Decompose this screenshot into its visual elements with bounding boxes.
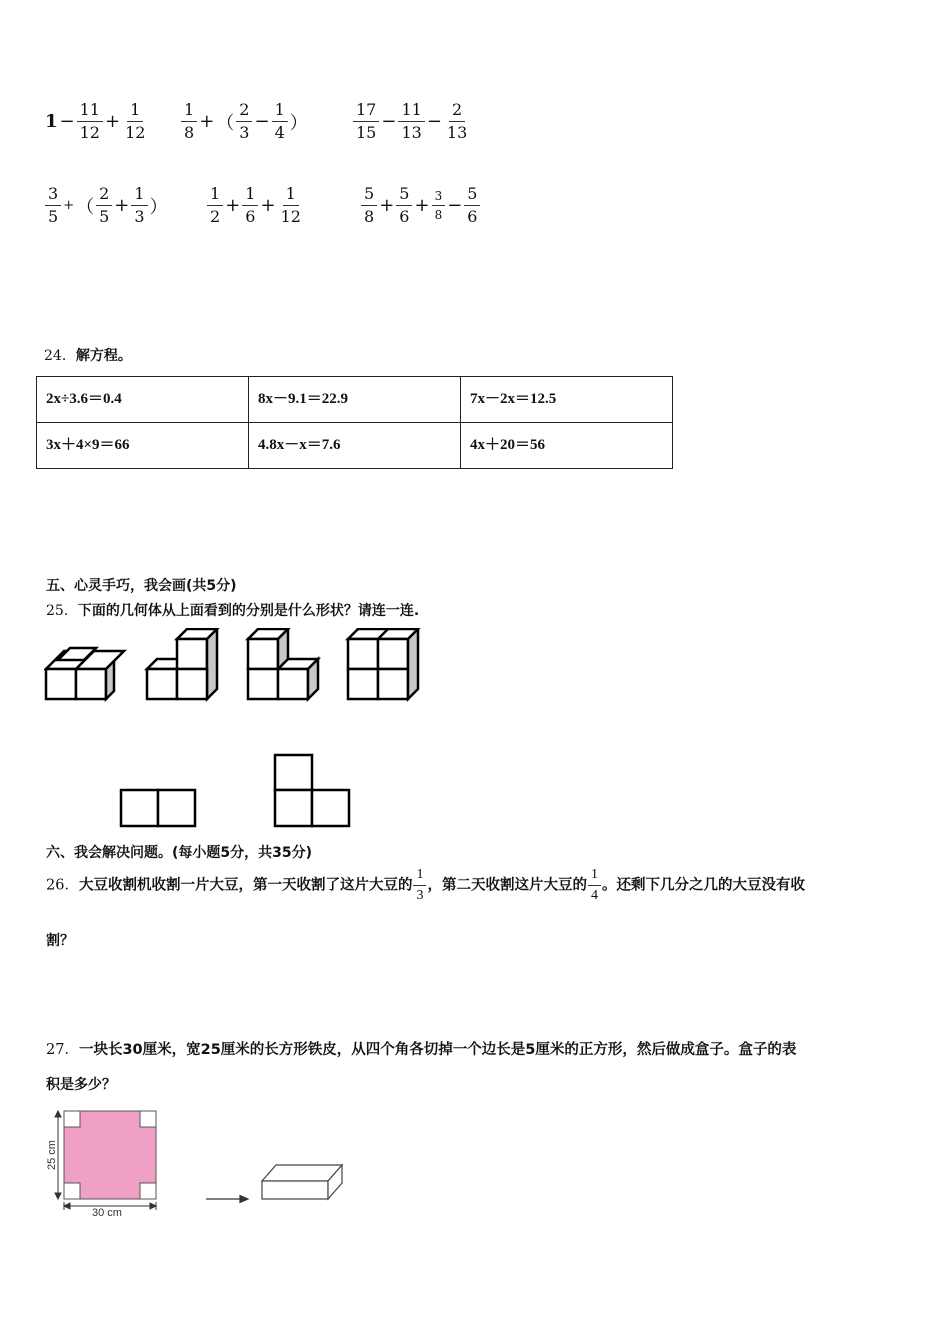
height-label: 25 cm bbox=[46, 1140, 58, 1170]
solid-4 bbox=[348, 629, 418, 699]
solid-2 bbox=[147, 629, 217, 699]
calc-expression-3: $\frac{17}{15}$ − $\frac{11}{13}$ − $\frac{2}{13}$ bbox=[352, 102, 471, 141]
q26-text-line2: 割？ bbox=[46, 933, 74, 949]
equation-cell: 7x－2x＝12.5 bbox=[461, 377, 673, 423]
equation-cell: 3x＋4×9＝66 bbox=[37, 423, 249, 469]
table-row bbox=[37, 423, 673, 469]
calc-expression-2: $\frac{1}{8}$ + （ $\frac{2}{3}$ − $\frac{1}{4}$ ） bbox=[180, 102, 309, 141]
q24-heading: 24．解方程。 bbox=[44, 348, 132, 364]
top-view-shapes bbox=[118, 752, 358, 830]
section-five-heading: 五、心灵手巧，我会画(共5分) bbox=[46, 578, 237, 594]
metal-sheet bbox=[64, 1111, 156, 1199]
top-view-shape-1 bbox=[121, 790, 195, 826]
top-view-shape-2 bbox=[275, 755, 349, 826]
q25-text: 25．下面的几何体从上面看到的分别是什么形状？请连一连. bbox=[46, 603, 420, 619]
q26-text-line1: 26．大豆收割机收割一片大豆，第一天收割了这片大豆的 $\frac{1}{3}$ ，第二天收割这片大豆的 $\frac{1}{4}$ 。还剩下几分之几的大豆没有收 bbox=[46, 867, 805, 903]
calc-expression-1: 1 − $\frac{11}{12}$ + $\frac{1}{12}$ bbox=[45, 100, 146, 142]
cube-solids-figure bbox=[44, 628, 424, 704]
table-row bbox=[37, 377, 673, 423]
equation-cell: 4x＋20＝56 bbox=[461, 423, 673, 469]
equation-table bbox=[36, 376, 673, 469]
equation-cell: 8x－9.1＝22.9 bbox=[249, 377, 461, 423]
calc-expression-5: $\frac{1}{2}$ + $\frac{1}{6}$ + $\frac{1}{12}$ bbox=[206, 186, 305, 225]
q27-text-line1: 27．一块长30厘米，宽25厘米的长方形铁皮，从四个角各切掉一个边长是5厘米的正方形，然后做成盒子。盒子的表 bbox=[46, 1042, 797, 1058]
sheet-and-box-figure bbox=[46, 1106, 356, 1218]
width-label: 30 cm bbox=[92, 1207, 122, 1218]
calc-expression-6: $\frac{5}{8}$ + $\frac{5}{6}$ + $\frac{3}{8}$ − $\frac{5}{6}$ bbox=[360, 186, 481, 225]
q27-text-line2: 积是多少？ bbox=[46, 1077, 116, 1093]
box bbox=[262, 1165, 342, 1199]
calc-expression-4: $\frac{3}{5}$ + （ $\frac{2}{5}$ + $\frac{1}{3}$ ） bbox=[44, 186, 169, 225]
section-six-heading: 六、我会解决问题。(每小题5分，共35分) bbox=[46, 845, 313, 861]
solid-1 bbox=[46, 648, 124, 699]
arrow-icon bbox=[206, 1196, 248, 1203]
equation-cell: 2x÷3.6＝0.4 bbox=[37, 377, 249, 423]
solid-3 bbox=[248, 629, 318, 699]
equation-cell: 4.8x－x＝7.6 bbox=[249, 423, 461, 469]
